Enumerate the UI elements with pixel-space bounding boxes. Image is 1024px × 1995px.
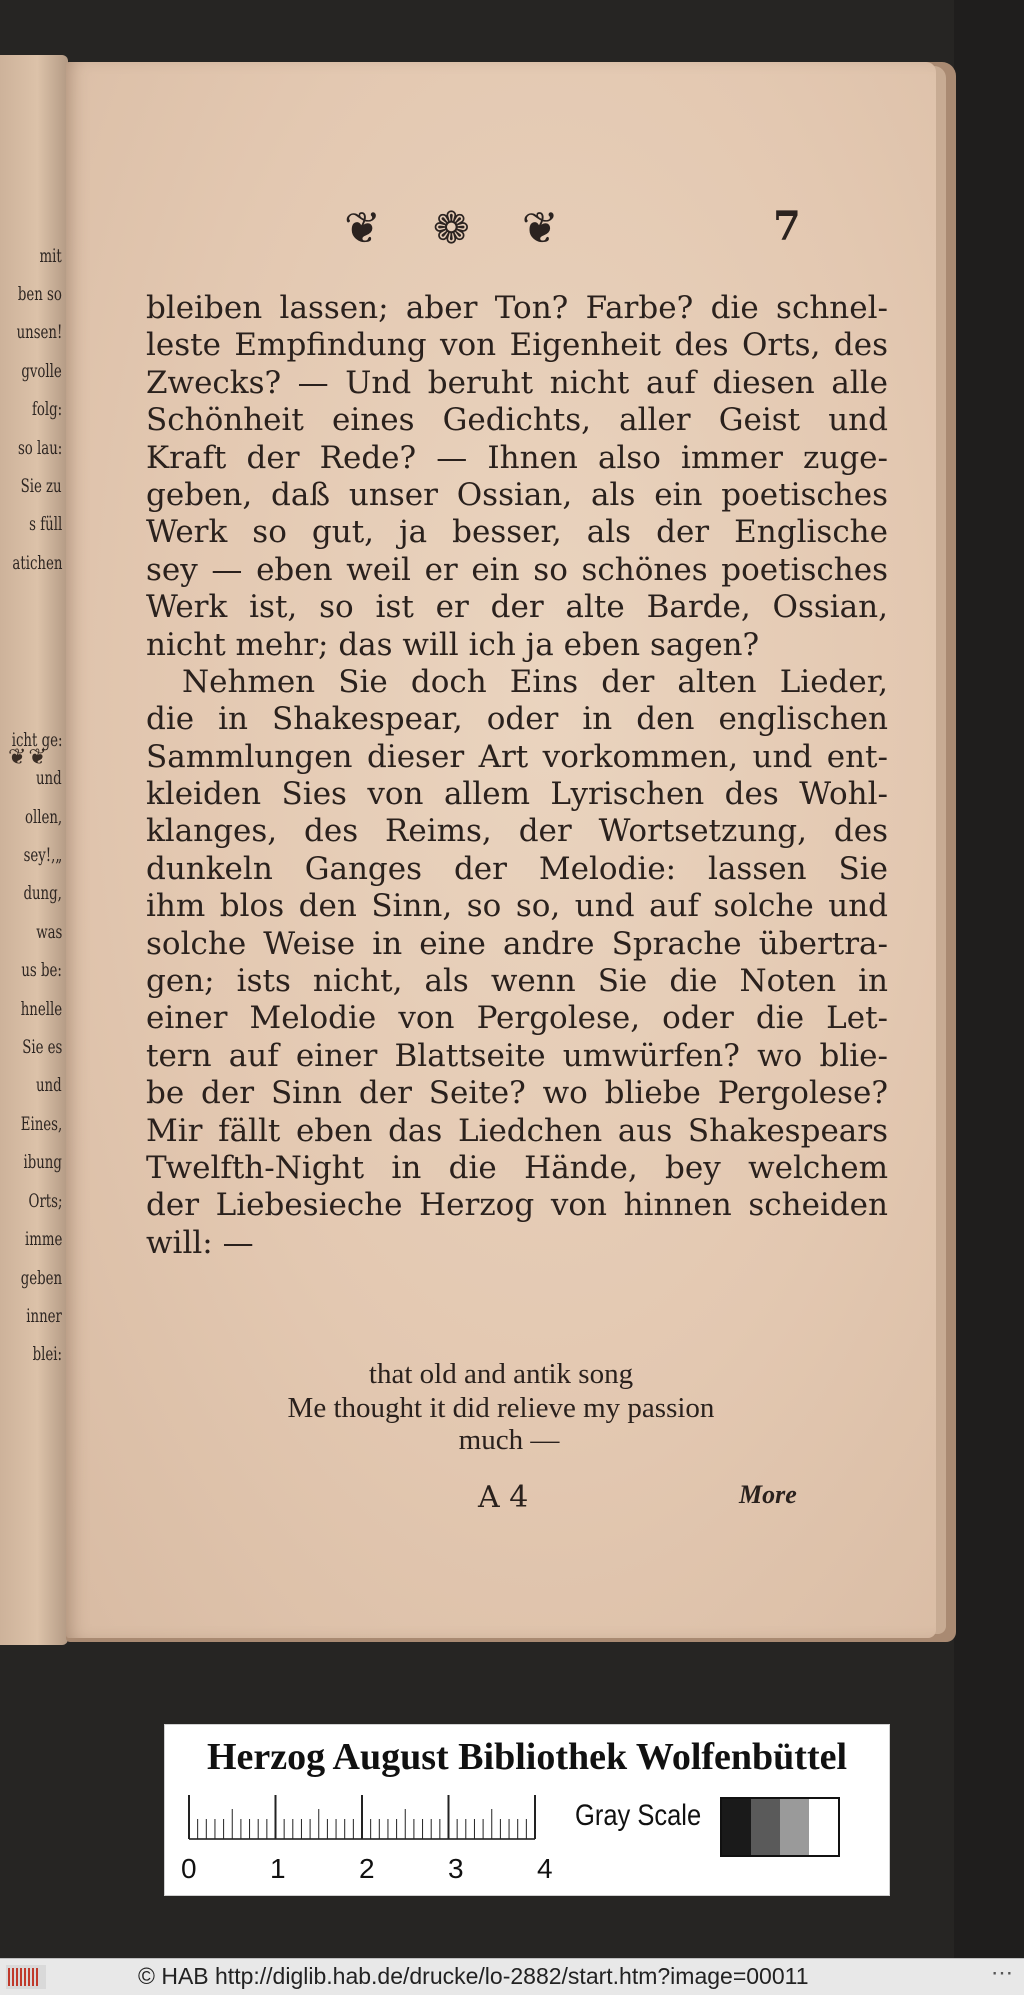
text-line: Zwecks? — Und beruht nicht auf diesen alle (146, 364, 888, 401)
previous-page-text: sey!,„ (23, 844, 62, 866)
text-line: Mir fällt eben das Liedchen aus Shakespears (146, 1112, 888, 1149)
text-line: ihm blos den Sinn, so so, und auf solche und (146, 888, 888, 925)
previous-page-text: ibung (23, 1151, 62, 1173)
text-line: solche Weise in eine andre Sprache übertra- (146, 925, 888, 962)
hab-logo-icon (6, 1965, 46, 1989)
text-line: gen; ists nicht, als wenn Sie die Noten in (146, 963, 888, 1000)
text-line: die in Shakespear, oder in den englischen (146, 701, 888, 738)
page-number: 7 (773, 203, 801, 250)
body-text (146, 290, 888, 1262)
text-line: Kraft der Rede? — Ihnen also immer zuge- (146, 439, 888, 476)
previous-page-ornament: ❦❦ (8, 745, 49, 770)
previous-page-text: Sie zu (20, 475, 62, 497)
previous-page-text: blei: (32, 1343, 62, 1365)
text-line: geben, daß unser Ossian, als ein poetisches (146, 476, 888, 513)
previous-page-text: und (36, 767, 62, 789)
previous-page-text: imme (24, 1228, 62, 1250)
previous-page-text: Sie es (21, 1036, 62, 1058)
text-line: Nehmen Sie doch Eins der alten Lieder, (182, 663, 888, 700)
previous-page-text: ben so (17, 283, 62, 305)
previous-page-text: was (35, 921, 62, 943)
previous-page-text: geben (20, 1267, 62, 1289)
text-line: dunkeln Ganges der Melodie: lassen Sie (146, 850, 888, 887)
gray-swatch (780, 1799, 809, 1855)
text-line: Schönheit eines Gedichts, aller Geist und (146, 402, 888, 439)
library-name: Herzog August Bibliothek Wolfenbüttel (206, 1736, 848, 1778)
ruler-label: 4 (537, 1853, 553, 1884)
gray-swatch (722, 1799, 751, 1855)
text-line: Sammlungen dieser Art vorkommen, und ent- (146, 738, 888, 775)
previous-page-text: unsen! (16, 321, 62, 343)
previous-page-text: Orts; (28, 1190, 62, 1212)
more-options-icon[interactable]: ⋯ (991, 1961, 1014, 1986)
signature-mark: A 4 (478, 1480, 529, 1515)
previous-page-text: folg: (31, 398, 62, 420)
text-line: klanges, des Reims, der Wortsetzung, des (146, 813, 888, 850)
gray-scale-label: Gray Scale (575, 1799, 702, 1832)
text-line: Twelfth-Night in die Hände, bey welchem (146, 1149, 888, 1186)
text-line: kleiden Sies von allem Lyrischen des Wohl- (146, 776, 888, 813)
text-line: tern auf einer Blattseite umwürfen? wo blie- (146, 1037, 888, 1074)
verse-line: that old and antik song (368, 1358, 634, 1390)
previous-page-text: dung, (23, 882, 62, 904)
previous-page-text: atichen (12, 552, 62, 574)
verse-line: Me thought it did relieve my passion (287, 1392, 715, 1424)
text-line: bleiben lassen; aber Ton? Farbe? die schnel- (146, 290, 888, 326)
text-line: leste Empfindung von Eigenheit des Orts, des (146, 327, 888, 364)
book-page (66, 62, 936, 1638)
previous-page-fragment (0, 55, 68, 1645)
previous-page-text: gvolle (21, 360, 62, 382)
footer-bar (0, 1958, 1024, 1995)
verse-line: much — (458, 1424, 560, 1456)
previous-page-text: us be: (21, 959, 62, 981)
color-calibration-card (164, 1724, 890, 1896)
ornament-shell-left: ❦ (344, 203, 381, 254)
ornament-flower: ❁ (432, 203, 470, 254)
previous-page-text: ollen, (24, 806, 62, 828)
text-line: Werk so gut, ja besser, als der Englische (146, 514, 888, 551)
ornament-shell-right: ❦ (521, 203, 559, 254)
catchword: More (739, 1480, 797, 1509)
ruler (187, 1795, 537, 1841)
previous-page-text: inner (26, 1305, 62, 1327)
text-line: nicht mehr; das will ich ja eben sagen? (146, 626, 760, 663)
ruler-label: 0 (181, 1853, 197, 1884)
footer-copyright-link[interactable]: © HAB http://diglib.hab.de/drucke/lo-2882/start.htm?image=00011 (138, 1963, 809, 1989)
ruler-label: 2 (359, 1853, 375, 1884)
gray-scale-swatches (720, 1797, 840, 1857)
previous-page-text: hnelle (20, 998, 62, 1020)
text-line: be der Sinn der Seite? wo bliebe Pergolese? (146, 1075, 888, 1112)
previous-page-text: und (36, 1074, 62, 1096)
ruler-label: 1 (270, 1853, 286, 1884)
previous-page-text: mit (39, 245, 62, 267)
ruler-label: 3 (448, 1853, 464, 1884)
previous-page-text: s füll (28, 513, 62, 535)
previous-page-text: so lau: (17, 437, 62, 459)
header-ornaments (344, 203, 559, 254)
text-line: der Liebesieche Herzog von hinnen scheiden (146, 1187, 888, 1224)
text-line: Werk ist, so ist er der alte Barde, Ossian, (146, 589, 888, 626)
previous-page-text: icht ge: (11, 729, 62, 751)
text-line: sey — eben weil er ein so schönes poetisches (146, 551, 888, 588)
text-line: will: — (146, 1224, 254, 1261)
previous-page-text: Eines, (20, 1113, 62, 1135)
text-line: einer Melodie von Pergolese, oder die Let- (146, 1000, 888, 1037)
scan-background-right (954, 0, 1024, 1958)
gray-swatch (751, 1799, 780, 1855)
gray-swatch (809, 1799, 838, 1855)
